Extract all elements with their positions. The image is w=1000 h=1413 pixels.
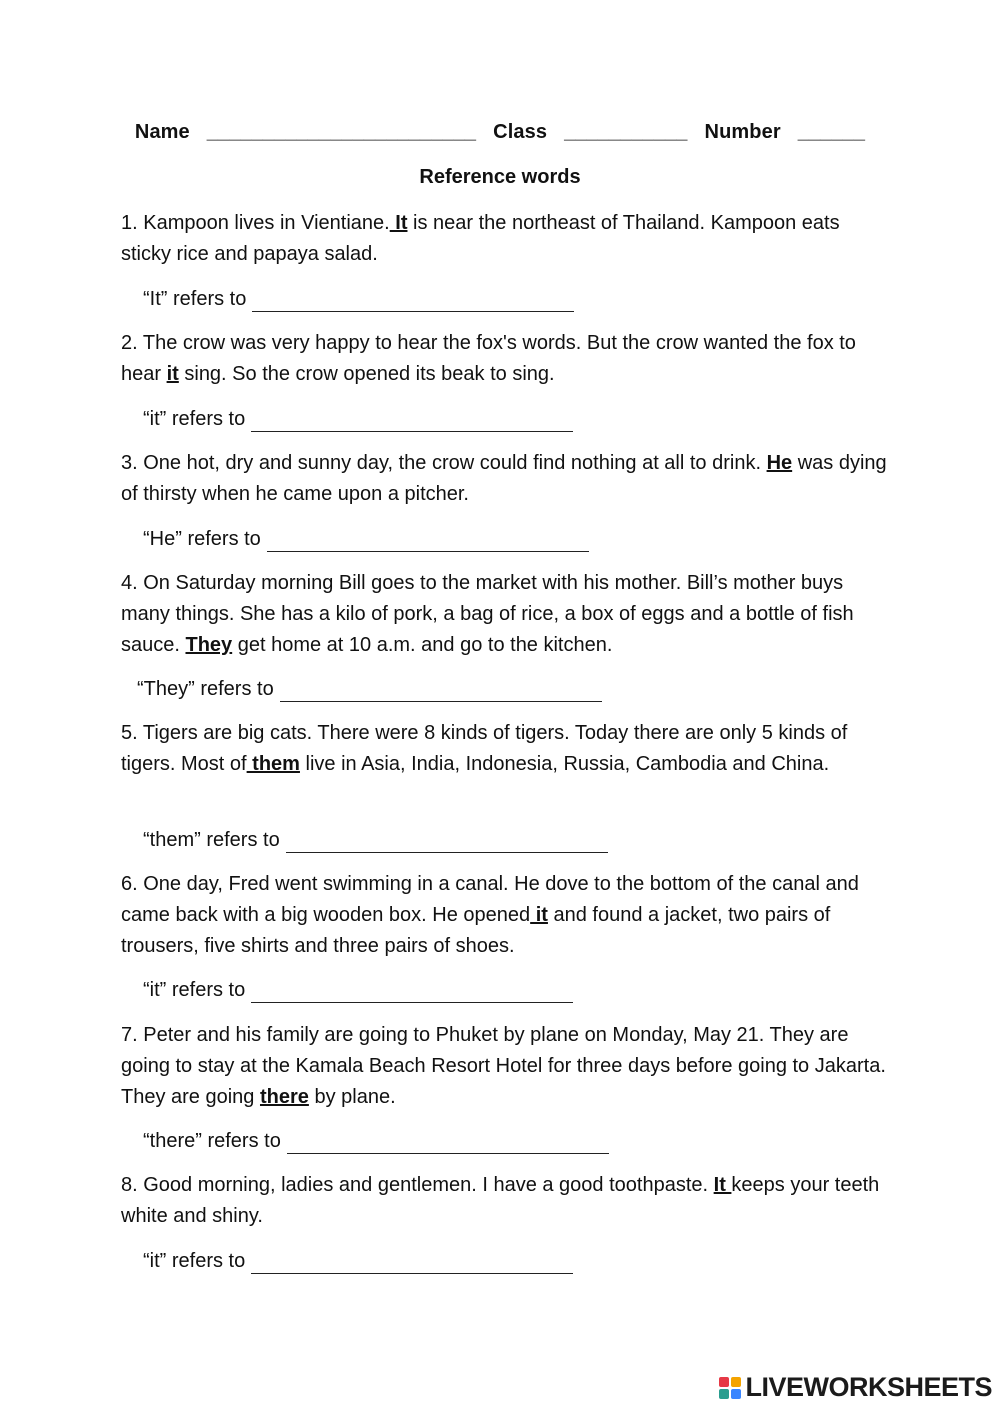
question-text: keeps your teeth white and shiny. (121, 1174, 880, 1227)
question-5 (121, 718, 891, 780)
answer-input-4[interactable] (280, 679, 602, 702)
reference-word: It (713, 1174, 732, 1196)
answer-input-6[interactable] (251, 980, 573, 1003)
question-7 (121, 1020, 891, 1113)
answer-row-7 (143, 1126, 609, 1157)
reference-word: He (766, 452, 793, 474)
question-6 (121, 869, 891, 962)
answer-prompt: “it” refers to (143, 1250, 246, 1272)
question-text: 8. Good morning, ladies and gentlemen. I have a good toothpaste. (121, 1174, 714, 1196)
answer-row-1 (143, 284, 574, 315)
question-4 (121, 568, 891, 661)
answer-row-8 (143, 1246, 573, 1277)
answer-row-6 (143, 975, 573, 1006)
reference-word: it (530, 904, 548, 926)
answer-prompt: “it” refers to (143, 979, 246, 1001)
reference-word: there (259, 1086, 309, 1108)
number-blank: ______ (797, 121, 866, 143)
logo-text: LIVEWORKSHEETS (745, 1372, 992, 1402)
worksheet-title: Reference words (419, 166, 581, 188)
student-info-header (0, 121, 1000, 144)
liveworksheets-logo (719, 1372, 992, 1403)
question-text: by plane. (308, 1086, 396, 1108)
answer-prompt: “They” refers to (137, 678, 274, 700)
name-blank: ________________________ (206, 121, 477, 143)
question-text: 1. Kampoon lives in Vientiane. (121, 212, 390, 234)
question-text: was dying of thirsty when he came upon a pitcher. (121, 452, 887, 505)
reference-word: them (246, 753, 300, 775)
question-3 (121, 448, 891, 510)
answer-input-7[interactable] (287, 1131, 609, 1154)
name-label: Name (134, 121, 190, 143)
answer-row-3 (143, 524, 589, 555)
question-text: and found a jacket, two pairs of trousers, five shirts and three pairs of shoes. (121, 904, 831, 957)
question-1 (121, 208, 891, 270)
answer-input-3[interactable] (267, 529, 589, 552)
class-label: Class (493, 121, 548, 143)
reference-word: It (389, 212, 408, 234)
question-text: 4. On Saturday morning Bill goes to the market with his mother. Bill’s mother buys many things. She has a kilo of pork, a bag of rice, a box of eggs and a bottle of fish sauce. (121, 572, 854, 656)
question-text: live in Asia, India, Indonesia, Russia, Cambodia and China. (299, 753, 830, 775)
question-text: 5. Tigers are big cats. There were 8 kinds of tigers. Today there are only 5 kinds of tigers. Most of (121, 722, 848, 775)
answer-input-5[interactable] (286, 830, 608, 853)
answer-input-2[interactable] (251, 409, 573, 432)
number-label: Number (704, 121, 781, 143)
question-8 (121, 1170, 891, 1232)
question-text: get home at 10 a.m. and go to the kitchen. (232, 634, 613, 656)
answer-prompt: “It” refers to (143, 288, 247, 310)
answer-input-8[interactable] (251, 1251, 573, 1274)
answer-row-2 (143, 404, 573, 435)
answer-prompt: “them” refers to (143, 829, 280, 851)
reference-word: it (166, 363, 179, 385)
answer-row-5 (143, 825, 608, 856)
answer-prompt: “He” refers to (143, 528, 261, 550)
question-text: sing. So the crow opened its beak to sing. (178, 363, 555, 385)
question-text: 7. Peter and his family are going to Phuket by plane on Monday, May 21. They are going to stay at the Kamala Beach Resort Hotel for three days before going to Jakarta. They are going (121, 1024, 886, 1108)
question-text: 3. One hot, dry and sunny day, the crow could find nothing at all to drink. (121, 452, 767, 474)
answer-input-1[interactable] (252, 289, 574, 312)
reference-word: They (185, 634, 233, 656)
question-text: 6. One day, Fred went swimming in a canal. He dove to the bottom of the canal and came back with a big wooden box. He opened (121, 873, 859, 926)
answer-prompt: “it” refers to (143, 408, 246, 430)
question-2 (121, 328, 891, 390)
liveworksheets-logo-icon (719, 1377, 741, 1399)
answer-prompt: “there” refers to (143, 1130, 281, 1152)
class-blank: ___________ (564, 121, 688, 143)
question-text: is near the northeast of Thailand. Kampoon eats sticky rice and papaya salad. (121, 212, 840, 265)
question-text: 2. The crow was very happy to hear the fox's words. But the crow wanted the fox to hear (121, 332, 856, 385)
answer-row-4 (137, 674, 602, 705)
